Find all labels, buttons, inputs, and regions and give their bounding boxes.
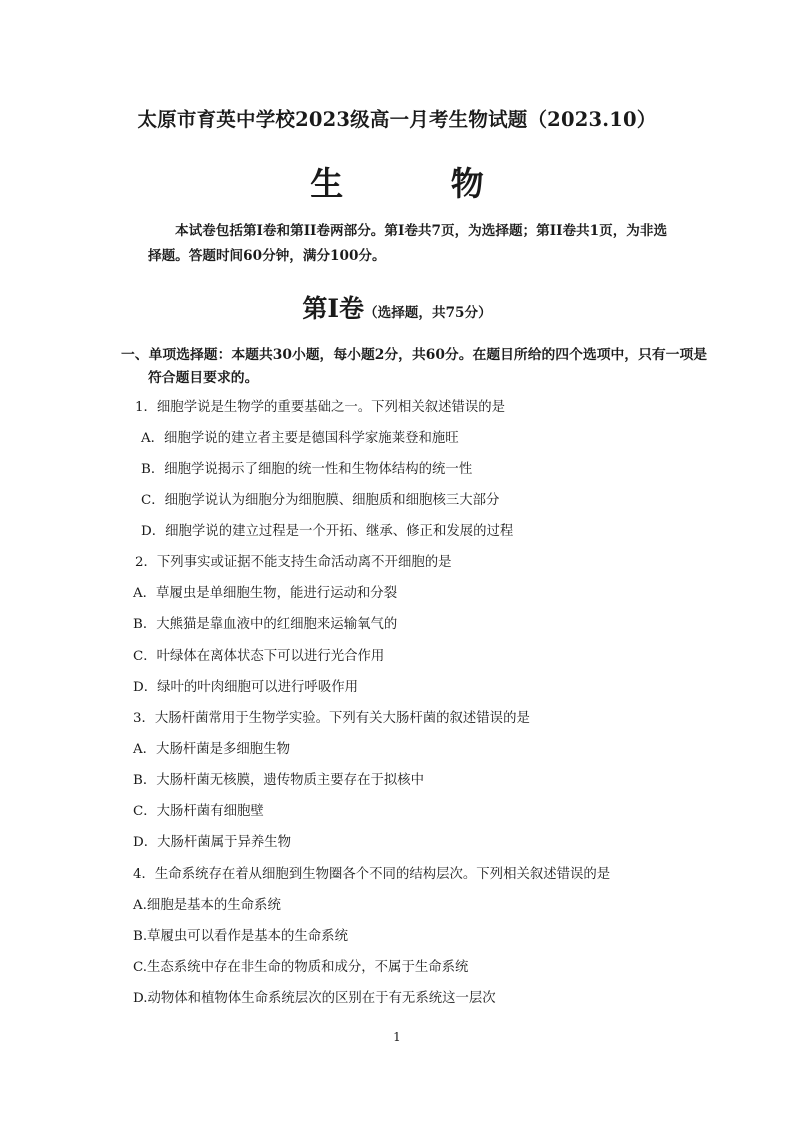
section-heading: 一、单项选择题：本题共30小题，每小题2分，共60分。在题目所给的四个选项中，只有一项是符合题目要求的。 (121, 347, 708, 386)
exam-title: 太原市育英中学校2023级高一月考生物试题（2023.10） (137, 108, 657, 131)
question-option: D．细胞学说的建立过程是一个开拓、继承、修正和发展的过程 (141, 524, 514, 539)
question-stem: 1．细胞学说是生物学的重要基础之一。下列相关叙述错误的是 (135, 400, 506, 415)
question-option: A．细胞学说的建立者主要是德国科学家施莱登和施旺 (141, 431, 459, 446)
question-stem: 2．下列事实或证据不能支持生命活动离不开细胞的是 (135, 555, 452, 570)
question-option: D.动物体和植物体生命系统层次的区别在于有无系统这一层次 (133, 991, 496, 1006)
question-option: A．草履虫是单细胞生物，能进行运动和分裂 (133, 586, 398, 601)
volume-subtitle: （选择题，共75分） (364, 305, 492, 321)
page-number: 1 (393, 1030, 401, 1044)
question-option: B．细胞学说揭示了细胞的统一性和生物体结构的统一性 (141, 462, 473, 477)
question-option: A．大肠杆菌是多细胞生物 (133, 742, 290, 757)
question-option: C.生态系统中存在非生命的物质和成分，不属于生命系统 (133, 960, 469, 975)
question-option: D．绿叶的叶肉细胞可以进行呼吸作用 (133, 680, 358, 695)
question-option: B．大熊猫是靠血液中的红细胞来运输氧气的 (133, 617, 398, 632)
question-option: C．叶绿体在离体状态下可以进行光合作用 (133, 649, 385, 664)
question-stem: 4．生命系统存在着从细胞到生物圈各个不同的结构层次。下列相关叙述错误的是 (133, 867, 611, 882)
exam-instructions: 本试卷包括第I卷和第II卷两部分。第I卷共7页，为选择题；第II卷共1页，为非选择题。答题时间60分钟，满分100分。 (148, 223, 668, 264)
question-option: B．大肠杆菌无核膜，遗传物质主要存在于拟核中 (133, 773, 425, 788)
volume-heading (0, 289, 794, 325)
question-option: A.细胞是基本的生命系统 (133, 898, 281, 913)
question-option: B.草履虫可以看作是基本的生命系统 (133, 929, 348, 944)
question-option: D．大肠杆菌属于异养生物 (133, 835, 292, 850)
volume-title: 第I卷 (302, 294, 365, 323)
subject-heading: 生 物 (310, 164, 532, 203)
question-option: C．细胞学说认为细胞分为细胞膜、细胞质和细胞核三大部分 (141, 493, 500, 508)
question-stem: 3．大肠杆菌常用于生物学实验。下列有关大肠杆菌的叙述错误的是 (133, 711, 530, 726)
question-option: C．大肠杆菌有细胞壁 (133, 804, 264, 819)
